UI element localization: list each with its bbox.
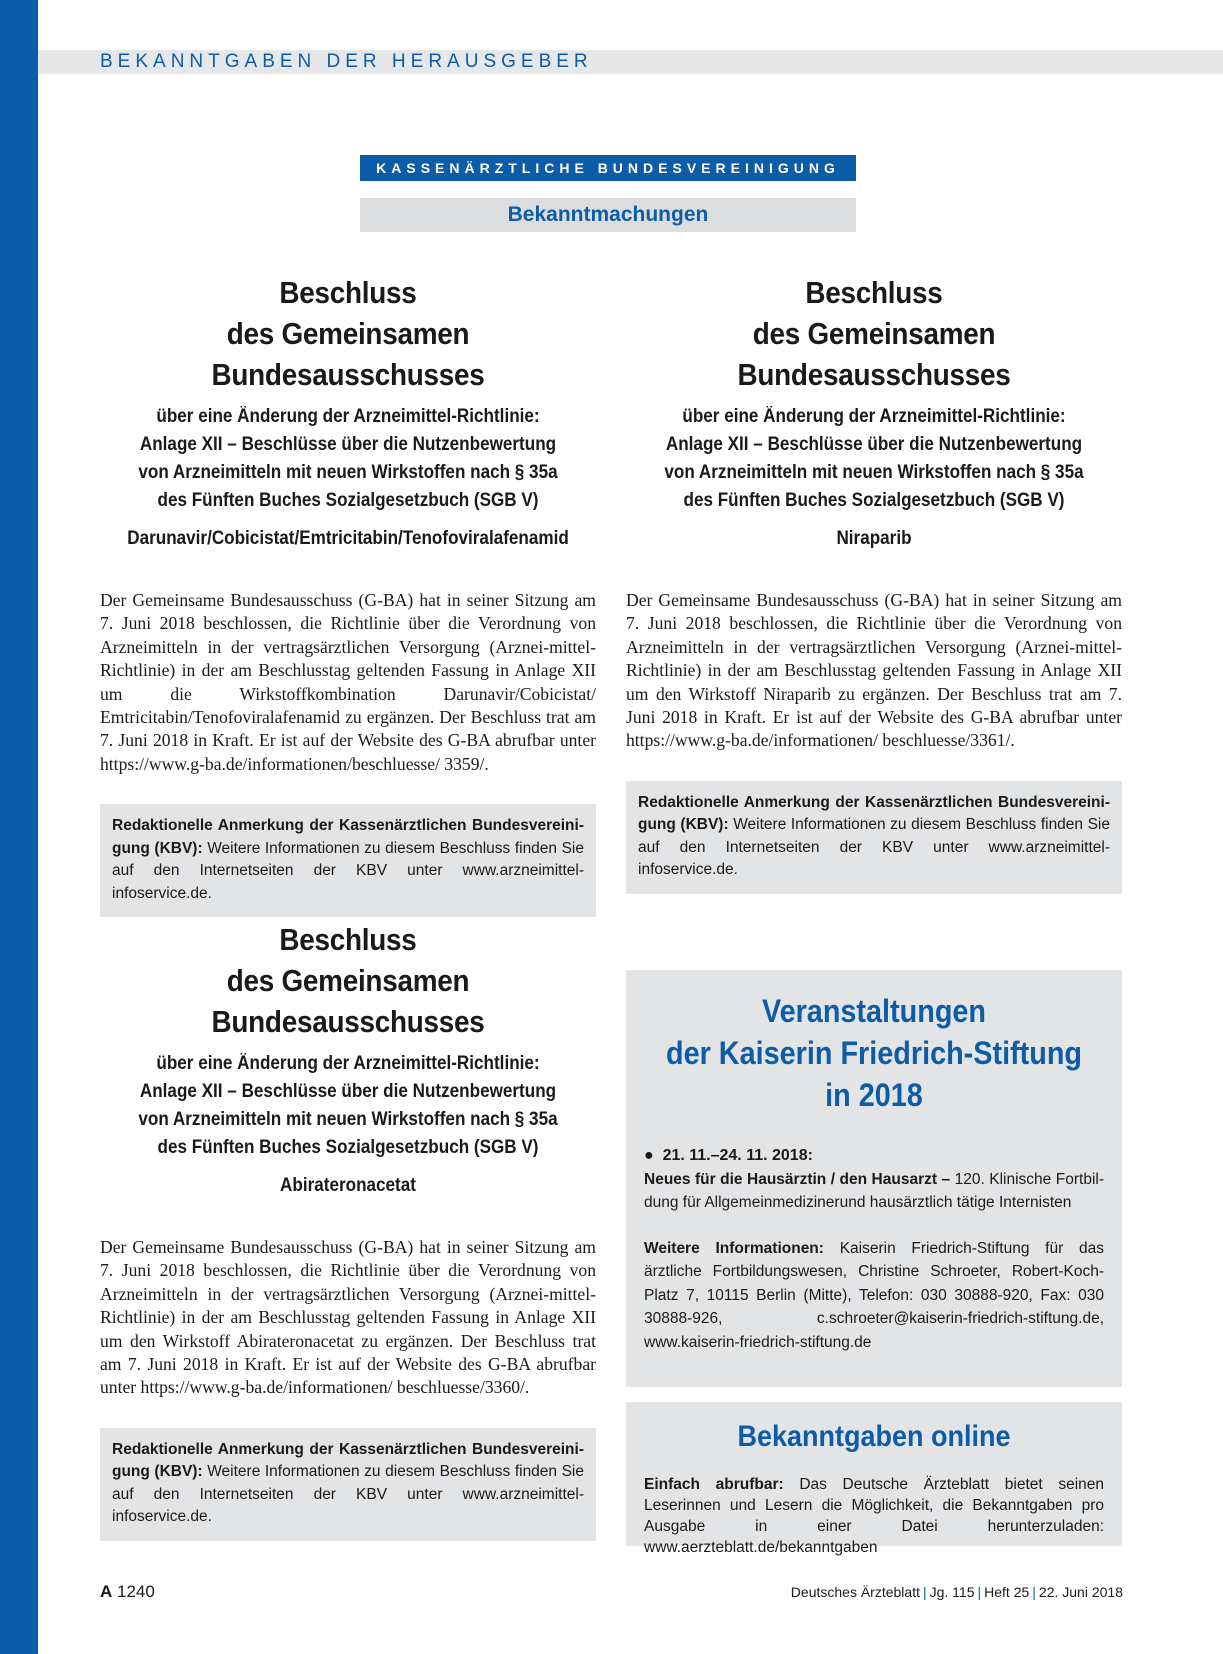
online-heading: Einfach abrufbar: [644, 1476, 784, 1493]
note-heading: Redaktionelle Anmerkung der Kassenärztlichen Bundesvereini-gung (KBV): [112, 817, 584, 857]
subtitle-line: über eine Änderung der Arzneimittel-Richtlinie: [156, 406, 540, 427]
note-heading: Redaktionelle Anmerkung der Kassenärztlichen Bundesvereini-gung (KBV): [112, 1440, 584, 1481]
page-number-value: 1240 [117, 1582, 155, 1601]
substance-name: Abirateronacetat [280, 1175, 416, 1196]
bekanntmachungen-label: Bekanntmachungen [360, 198, 856, 232]
page-prefix: A [100, 1582, 113, 1601]
journal-info [791, 1584, 1123, 1600]
article-2 [626, 272, 1122, 894]
subtitle-line: über eine Änderung der Arzneimittel-Richtlinie: [682, 406, 1066, 427]
subtitle-line: des Fünften Buches Sozialgesetzbuch (SGB V) [683, 490, 1065, 511]
article-1 [100, 272, 596, 917]
journal-volume: Jg. 115 [929, 1584, 975, 1600]
event-description [644, 1168, 1104, 1215]
left-color-bar [0, 0, 38, 1654]
events-body [644, 1144, 1104, 1354]
title-line: Beschluss [279, 275, 417, 310]
info-heading: Weitere Informationen: [644, 1239, 824, 1257]
editorial-note [626, 781, 1122, 894]
kbv-label: KASSENÄRZTLICHE BUNDESVEREINIGUNG [360, 155, 856, 181]
substance-name: Darunavir/Cobicistat/Emtricitabin/Tenofoviralafenamid [127, 528, 569, 549]
subtitle-line: Anlage XII – Beschlüsse über die Nutzenbewertung [665, 434, 1083, 455]
note-text: Weitere Informationen zu diesem Beschluss finden Sie auf den Internetseiten der KBV unter www.arzneimittel-infoservice.de. [638, 816, 1110, 879]
editorial-note [100, 1428, 596, 1541]
article-subtitle [125, 1050, 571, 1162]
subtitle-line: Anlage XII – Beschlüsse über die Nutzenbewertung [139, 434, 557, 455]
online-body [644, 1474, 1104, 1558]
title-line: Beschluss [805, 275, 943, 310]
journal-issue: Heft 25 [984, 1584, 1030, 1600]
info-text: Kaiserin Friedrich-Stiftung für das ärztliche Fortbildungswesen, Christine Schroeter, Robert-Koch-Platz 7, 10115 Berlin (Mitte), Telefon: 030 30888-920, Fax: 030 30888-926, c.schroeter@kaiserin-friedrich-stiftung.de, www.kaiserin-friedrich-stiftung.de [644, 1239, 1104, 1351]
online-text: Das Deutsche Ärzteblatt bietet seinen Leserinnen und Lesern die Möglichkeit, die Bekanntgaben pro Ausgabe in einer Datei herunterzuladen: www.aerzteblatt.de/bekanntgaben [644, 1476, 1104, 1556]
subtitle-line: von Arzneimitteln mit neuen Wirkstoffen nach § 35a [138, 1109, 558, 1130]
events-title [651, 990, 1097, 1116]
substance-name: Niraparib [836, 528, 912, 549]
title-line: des Gemeinsamen Bundesausschusses [211, 963, 485, 1039]
subtitle-line: des Fünften Buches Sozialgesetzbuch (SGB V) [157, 490, 539, 511]
article-title [125, 272, 571, 395]
title-line: des Gemeinsamen Bundesausschusses [211, 316, 485, 392]
note-text: Weitere Informationen zu diesem Beschluss finden Sie auf den Internetseiten der KBV unter www.arzneimittel-infoservice.de. [112, 1463, 584, 1526]
article-body: Der Gemeinsame Bundesausschuss (G-BA) hat in seiner Sitzung am 7. Juni 2018 beschlossen, die Richtlinie über die Verordnung von Arzneimitteln in der vertragsärztlichen Versorgung (Arznei-mittel-Richtlinie) in der am Beschlusstag geltenden Fassung in Anlage XII um den Wirkstoff Abirateronacetat zu ergänzen. Der Beschluss trat am 7. Juni 2018 in Kraft. Er ist auf der Website des G-BA abrufbar unter https://www.g-ba.de/informationen/ beschluesse/3360/. [100, 1237, 596, 1398]
subtitle-line: des Fünften Buches Sozialgesetzbuch (SGB V) [157, 1137, 539, 1158]
article-3 [100, 919, 596, 1541]
section-header: BEKANNTGABEN DER HERAUSGEBER [100, 51, 593, 72]
article-subtitle [651, 403, 1097, 515]
event-text: 120. Klinische Fortbil-dung für Allgemeinmedizinerund hausärztlich tätige Internisten [644, 1170, 1105, 1211]
separator: | [977, 1584, 982, 1600]
subtitle-line: über eine Änderung der Arzneimittel-Richtlinie: [156, 1053, 540, 1074]
subtitle-line: von Arzneimitteln mit neuen Wirkstoffen nach § 35a [664, 462, 1084, 483]
events-title-line: in 2018 [825, 1077, 923, 1113]
article-body: Der Gemeinsame Bundesausschuss (G-BA) hat in seiner Sitzung am 7. Juni 2018 beschlossen, die Richtlinie über die Verordnung von Arzneimitteln in der vertragsärztlichen Versorgung (Arznei-mittel-Richtlinie) in der am Beschlusstag geltenden Fassung in Anlage XII um die Wirkstoffkombination Darunavir/Cobicistat/ Emtricitabin/Tenofoviralafenamid zu ergänzen. Der Beschluss trat am 7. Juni 2018 in Kraft. Er ist auf der Website des G-BA abrufbar unter https://www.g-ba.de/informationen/beschluesse/ 3359/. [100, 590, 596, 774]
event-info [644, 1237, 1104, 1355]
separator: | [1032, 1584, 1036, 1600]
bullet-icon: ● [644, 1147, 654, 1164]
separator: | [922, 1584, 927, 1600]
article-title [651, 272, 1097, 395]
online-title: Bekanntgaben online [737, 1420, 1011, 1453]
subtitle-line: Anlage XII – Beschlüsse über die Nutzenbewertung [139, 1081, 557, 1102]
note-text: Weitere Informationen zu diesem Beschluss finden Sie auf den Internetseiten der KBV unter www.arzneimittel-infoservice.de. [112, 839, 584, 902]
online-box [626, 1402, 1122, 1556]
article-body: Der Gemeinsame Bundesausschuss (G-BA) hat in seiner Sitzung am 7. Juni 2018 beschlossen, die Richtlinie über die Verordnung von Arzneimitteln in der vertragsärztlichen Versorgung (Arznei-mittel-Richtlinie) in der am Beschlusstag geltenden Fassung in Anlage XII um den Wirkstoff Niraparib zu ergänzen. Der Beschluss trat am 7. Juni 2018 in Kraft. Er ist auf der Website des G-BA abrufbar unter https://www.g-ba.de/informationen/ beschluesse/3361/. [626, 590, 1122, 751]
events-title-line: Veranstaltungen [761, 993, 987, 1029]
events-box [626, 970, 1122, 1387]
article-subtitle [125, 403, 571, 515]
event-date-line [644, 1144, 1104, 1168]
events-title-line: der Kaiserin Friedrich-Stiftung [665, 1035, 1083, 1071]
title-line: Beschluss [279, 922, 417, 957]
note-heading: Redaktionelle Anmerkung der Kassenärztlichen Bundesvereini-gung (KBV): [638, 793, 1110, 834]
journal-date: 22. Juni 2018 [1038, 1584, 1123, 1600]
editorial-note [100, 804, 596, 917]
article-title [125, 919, 571, 1042]
page-number [100, 1582, 155, 1602]
subtitle-line: von Arzneimitteln mit neuen Wirkstoffen nach § 35a [138, 462, 558, 483]
event-date: 21. 11.–24. 11. 2018: [662, 1147, 813, 1164]
title-line: des Gemeinsamen Bundesausschusses [737, 316, 1011, 392]
journal-name: Deutsches Ärzteblatt [790, 1584, 920, 1600]
event-title: Neues für die Hausärztin / den Hausarzt – [644, 1170, 951, 1188]
